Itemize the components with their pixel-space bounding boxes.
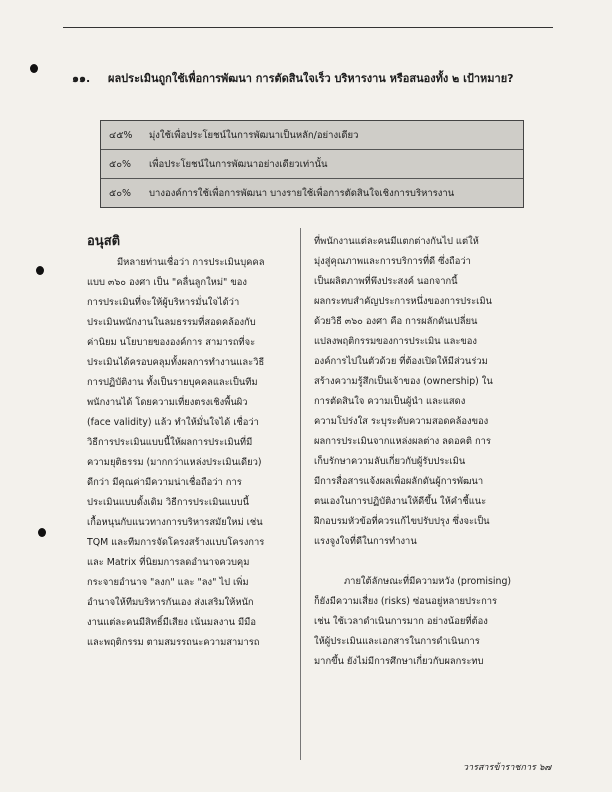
text-line: ก็ยังมีความเสี่ยง (risks) ซ่อนอยู่หลายประการ: [314, 596, 498, 607]
text-line: แปลงพฤติกรรมของการประเมิน และของ: [314, 336, 478, 347]
text-line: ที่พนักงานแต่ละคนมีแตกต่างกันไป แต่ให้: [314, 236, 479, 247]
text-line: ผลกระทบสำคัญประการหนึ่งของการประเมิน: [314, 296, 492, 307]
text-line: ผลการประเมินจากแหล่งผลต่าง ลดอคติ การ: [314, 436, 491, 447]
text-line: ดีกว่า มีคุณค่ามีความน่าเชื่อถือว่า การ: [87, 477, 242, 488]
row-percent: ๔๕%: [109, 129, 133, 141]
row-percent: ๕๐%: [109, 188, 132, 199]
text-line: องค์การไปในตัวด้วย ที่ต้องเปิดให้มีส่วนร่วม: [314, 356, 488, 367]
row-description: มุ่งใช้เพื่อประโยชน์ในการพัฒนาเป็นหลัก/อย่างเดียว: [149, 129, 359, 141]
text-line: งานแต่ละคนมีสิทธิ์มีเสียง เน้นมลงาน มีมือ: [87, 617, 256, 628]
text-line: และพฤติกรรม ตามสมรรถนะความสามารถ: [87, 637, 260, 648]
text-line: เป็นผลิตภาพที่พึงประสงค์ นอกจากนี้: [314, 276, 458, 287]
text-line: สร้างความรู้สึกเป็นเจ้าของ (ownership) ใน: [314, 376, 493, 387]
binder-hole-mark: [36, 266, 44, 275]
text-line: การตัดสินใจ ความเป็นผู้นำ และแสดง: [314, 396, 466, 407]
text-line: การปฏิบัติงาน ทั้งเป็นรายบุคคลและเป็นทีม: [87, 377, 258, 388]
text-line: วิธีการประเมินแบบนี้ให้ผลการประเมินที่มี: [87, 437, 253, 448]
binder-hole-mark: [30, 64, 38, 73]
text-line: ประเมินแบบดั้งเดิม วิธีการประเมินแบบนี้: [87, 497, 250, 508]
row-percent: ๕๐%: [109, 158, 132, 170]
text-line: พนักงานได้ โดยความเที่ยงตรงเชิงพื้นผิว: [87, 397, 248, 408]
question-11: [72, 64, 542, 94]
text-line: มีหลายท่านเชื่อว่า การประเมินบุคคล: [117, 257, 265, 268]
table-row: [101, 150, 523, 179]
text-line: ภายใต้ลักษณะที่มีความหวัง (promising): [344, 576, 512, 587]
top-rule: [63, 27, 553, 28]
column-divider: [300, 228, 301, 760]
text-line: อำนาจให้ทีมบริหารกันเอง ส่งเสริมให้หนัก: [87, 597, 254, 608]
text-line: TQM และทีมการจัดโครงสร้างแบบโครงการ: [87, 537, 265, 548]
text-line: มุ่งสู่คุณภาพและการบริการที่ดี ซึ่งถือว่า: [314, 256, 471, 267]
text-line: เกื้อหนุนกับแนวทางการบริหารสมัยใหม่ เช่น: [87, 517, 263, 528]
text-line: (face validity) แล้ว ทำให้มั่นใจได้ เชื่อว่า: [87, 417, 259, 428]
table-row: [101, 121, 523, 150]
text-line: กระจายอำนาจ "ลงก" และ "ลง" ไป เพิ่ม: [87, 577, 249, 588]
text-line: ให้ผู้ประเมินและเอกสารในการดำเนินการ: [314, 636, 480, 647]
text-line: มากขึ้น ยังไม่มีการศึกษาเกี่ยวกับผลกระทบ: [314, 656, 484, 667]
section-heading: อนุสติ: [87, 234, 121, 249]
text-line: ประเมินพนักงานในลมธรรมที่สอดคล้องกับ: [87, 317, 256, 328]
left-column: [87, 253, 311, 653]
question-number: ๑๑.: [72, 72, 91, 85]
text-line: แรงจูงใจที่ดีในการทำงาน: [314, 536, 417, 547]
text-line: ฝึกอบรมหัวข้อที่ควรแก้ไขปรับปรุง ซึ่งจะเป็น: [314, 516, 490, 527]
response-table: [100, 120, 524, 208]
text-line: ความยุติธรรม (มากกว่าแหล่งประเมินเดียว): [87, 457, 262, 468]
text-line: เก็บรักษาความลับเกี่ยวกับผู้รับประเมิน: [314, 456, 466, 467]
text-line: เช่น ใช้เวลาดำเนินการมาก อย่างน้อยที่ต้อง: [314, 616, 488, 627]
row-description: เพื่อประโยชน์ในการพัฒนาอย่างเดียวเท่านั้น: [149, 158, 328, 170]
binder-hole-mark: [38, 528, 46, 537]
page-footer: วารสารข้าราชการ ๖๗: [463, 763, 552, 773]
paragraph-gap: [314, 552, 538, 572]
text-line: ตนเองในการปฏิบัติงานให้ดีขึ้น ให้คำชี้แนะ: [314, 496, 487, 507]
text-line: แบบ ๓๖๐ องศา เป็น "คลื่นลูกใหม่" ของ: [87, 277, 247, 288]
right-column: [314, 232, 538, 672]
table-row: [101, 179, 523, 208]
row-description: บางองค์การใช้เพื่อการพัฒนา บางรายใช้เพื่อการตัดสินใจเชิงการบริหารงาน: [149, 188, 455, 199]
text-line: ค่านิยม นโยบายขององค์การ สามารถที่จะ: [87, 337, 256, 348]
text-line: ด้วยวิธี ๓๖๐ องศา คือ การผลักดันเปลี่ยน: [314, 316, 478, 327]
text-line: และ Matrix ที่นิยมการลดอำนาจควบคุม: [87, 557, 250, 568]
question-text: ผลประเมินถูกใช้เพื่อการพัฒนา การตัดสินใจเร็ว บริหารงาน หรือสนองทั้ง ๒ เป้าหมาย?: [108, 72, 514, 85]
text-line: การประเมินที่จะให้ผู้บริหารมั่นใจได้ว่า: [87, 297, 240, 308]
text-line: ความโปร่งใส ระบุระดับความสอดคล้องของ: [314, 416, 489, 427]
text-line: มีการสื่อสารแจ้งผลเพื่อผลักดันผู้การพัฒนา: [314, 476, 484, 487]
text-line: ประเมินได้ครอบคลุมทั้งผลการทำงานและวิธี: [87, 357, 265, 368]
